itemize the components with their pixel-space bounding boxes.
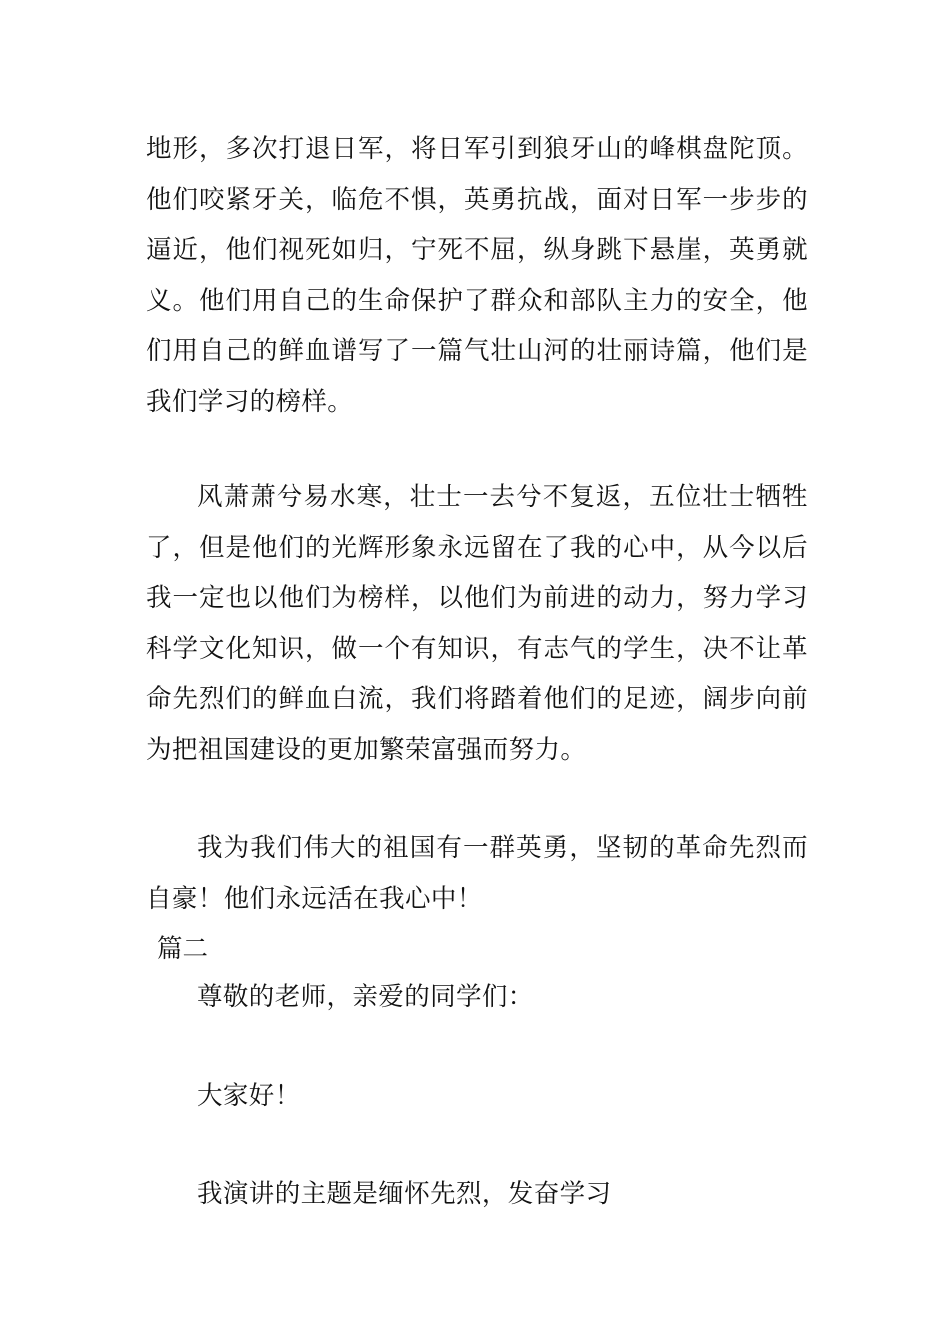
body-paragraph-1: 地形，多次打退日军，将日军引到狼牙山的峰棋盘陀顶。他们咬紧牙关，临危不惧，英勇抗战，面对日军一步步的逼近，他们视死如归，宁死不屈，纵身跳下悬崖，英勇就义。他们用自己的生命保护了群众和部队主力的安全，他们用自己的鲜血谱写了一篇气壮山河的壮丽诗篇，他们是我们学习的榜样。 [146, 134, 808, 417]
section-heading: 篇二 [157, 934, 209, 964]
greeting-line: 尊敬的老师，亲爱的同学们： [197, 982, 534, 1012]
topic-line: 我演讲的主题是缅怀先烈，发奋学习 [197, 1179, 612, 1209]
hello-line: 大家好！ [197, 1081, 301, 1111]
body-paragraph-2: 风萧萧兮易水寒，壮士一去兮不复返，五位壮士牺牲了，但是他们的光辉形象永远留在了我的心中，从今以后我一定也以他们为榜样，以他们为前进的动力，努力学习科学文化知识，做一个有知识，有志气的学生，决不让革命先烈们的鲜血白流，我们将踏着他们的足迹，阔步向前为把祖国建设的更加繁荣富强而努力。 [146, 482, 808, 765]
body-paragraph-3: 我为我们伟大的祖国有一群英勇，坚韧的革命先烈而自豪！他们永远活在我心中！ [146, 833, 808, 914]
